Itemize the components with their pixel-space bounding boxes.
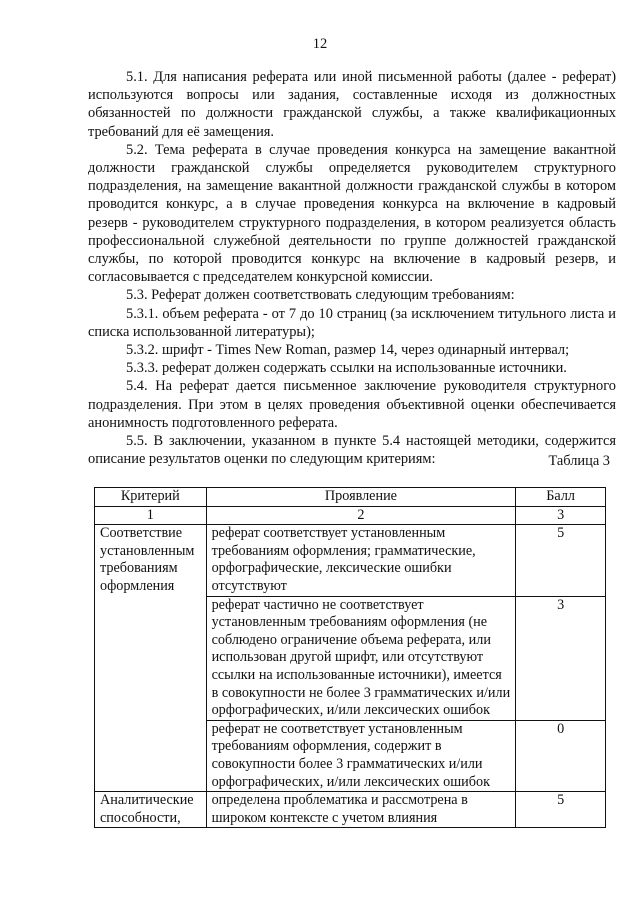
- paragraph-5-5: 5.5. В заключении, указанном в пункте 5.4 настоящей методики, содержится описание результатов оценки по следующим критериям:: [88, 433, 616, 468]
- score-cell: 0: [516, 720, 606, 791]
- header-criterion: Критерий: [95, 488, 207, 507]
- criterion-cell: Аналитические способности,: [95, 792, 207, 828]
- header-manifestation: Проявление: [206, 488, 516, 507]
- paragraph-5-2: 5.2. Тема реферата в случае проведения конкурса на замещение вакантной должности гражданской службы определяется руководителем структурного подразделения, на замещение вакантной должности гражданской службы в котором проводится конкурс, а в случае проведения конкурса на включение в кадровый резерв - руководителем структурного подразделения, в котором реализуется область профессиональной служебной деятельности по группе должностей гражданской службы, по которой проводится конкурс на включение в кадровый резерв, и согласовывается с председателем конкурсной комиссии.: [88, 141, 616, 286]
- paragraph-5-3-2: 5.3.2. шрифт - Times New Roman, размер 14, через одинарный интервал;: [126, 342, 570, 359]
- table-row: [95, 525, 606, 596]
- column-number: 1: [95, 506, 207, 525]
- column-number: 3: [516, 506, 606, 525]
- table-header-row: [95, 488, 606, 507]
- table-caption: Таблица 3: [548, 453, 610, 469]
- header-score: Балл: [516, 488, 606, 507]
- table-number-row: [95, 506, 606, 525]
- column-number: 2: [206, 506, 516, 525]
- paragraph-5-3-3: 5.3.3. реферат должен содержать ссылки на использованные источники.: [126, 360, 567, 377]
- manifestation-cell: определена проблематика и рассмотрена в широком контексте с учетом влияния: [206, 792, 516, 828]
- body-text: [88, 68, 616, 468]
- paragraph-5-3: 5.3. Реферат должен соответствовать следующим требованиям:: [126, 287, 515, 304]
- table-row: [95, 792, 606, 828]
- manifestation-cell: реферат соответствует установленным требованиям оформления; грамматические, орфографические, лексические ошибки отсутствуют: [206, 525, 516, 596]
- score-cell: 5: [516, 525, 606, 596]
- paragraph-5-1: 5.1. Для написания реферата или иной письменной работы (далее - реферат) используются вопросы или задания, составленные исходя из должностных обязанностей по должности гражданской службы, а также квалификационных требований для её замещения.: [88, 69, 616, 140]
- manifestation-cell: реферат не соответствует установленным требованиям оформления, содержит в совокупности более 3 грамматических и/или орфографических, и/или лексических ошибок: [206, 720, 516, 791]
- paragraph-5-4: 5.4. На реферат дается письменное заключение руководителя структурного подразделения. При этом в целях проведения объективной оценки обеспечивается анонимность подготовленного реферата.: [88, 378, 616, 431]
- manifestation-cell: реферат частично не соответствует установленным требованиям оформления (не соблюдено ограничение объема реферата, или использован другой шрифт, или отсутствуют ссылки на использованные источники), имеется в совокупности не более 3 грамматических и/или орфографических, и/или лексических ошибок: [206, 596, 516, 720]
- criterion-cell: Соответствие установленным требованиям оформления: [95, 525, 207, 792]
- page-number: 12: [312, 36, 328, 52]
- score-cell: 5: [516, 792, 606, 828]
- criteria-table: [94, 487, 606, 828]
- score-cell: 3: [516, 596, 606, 720]
- paragraph-5-3-1: 5.3.1. объем реферата - от 7 до 10 страниц (за исключением титульного листа и списка использованной литературы);: [88, 305, 616, 340]
